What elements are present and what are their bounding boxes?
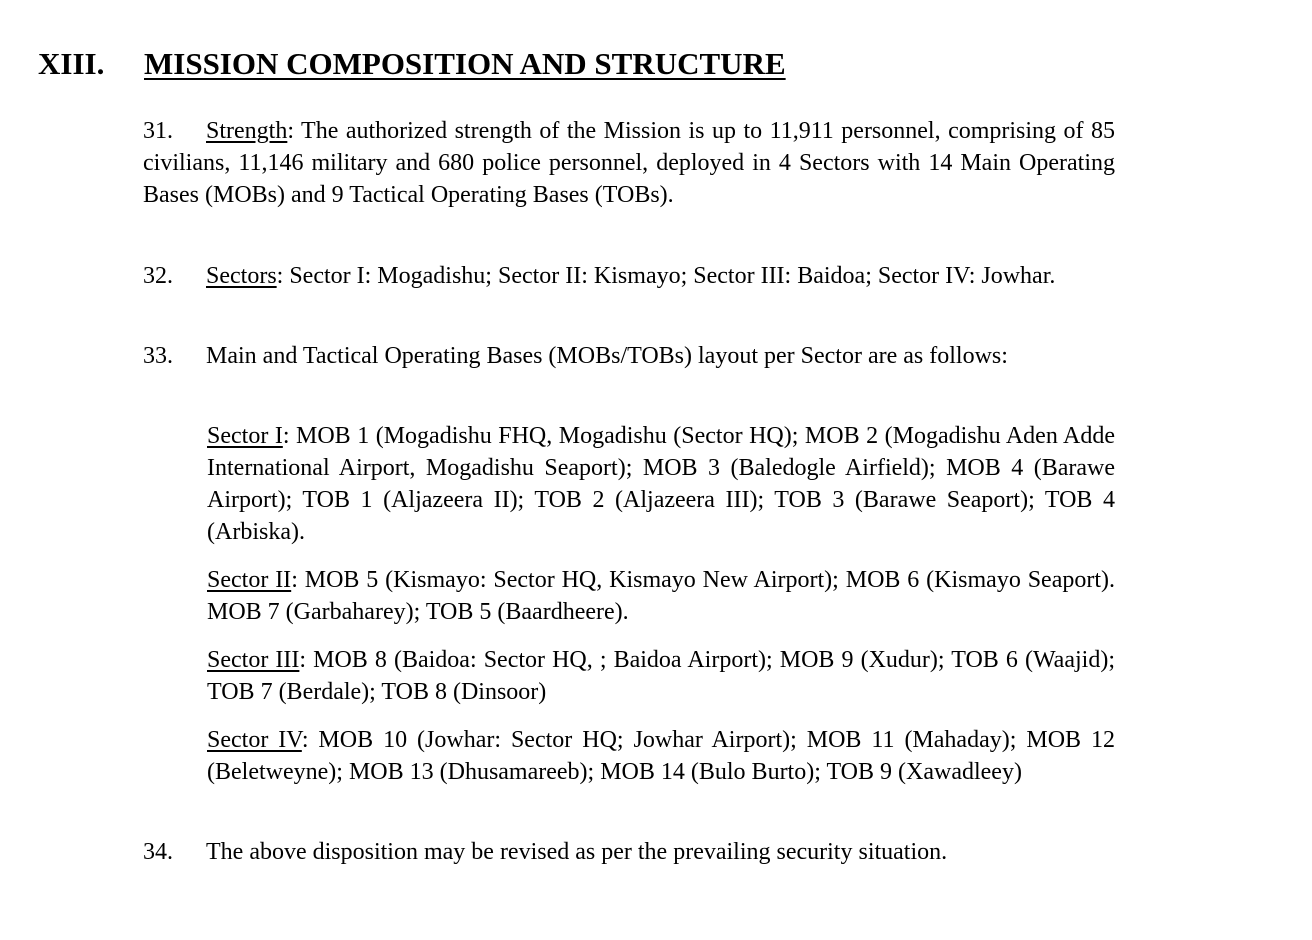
sector-label: Sector IV (207, 727, 302, 753)
paragraph-number: 34. (143, 839, 173, 865)
sector-item-1 (207, 420, 1115, 548)
sector-label: Sector II (207, 567, 292, 593)
sector-text: : MOB 1 (Mogadishu FHQ, Mogadishu (Sector HQ); MOB 2 (Mogadishu Aden Adde International Airport, Mogadishu Seaport); MOB 3 (Baledogle Airfield); MOB 4 (Barawe Airport); TOB 1 (Aljazeera II); TOB 2 (Aljazeera III); TOB 3 (Barawe Seaport); TOB 4 (Arbiska). (207, 423, 1115, 545)
sector-text: : MOB 8 (Baidoa: Sector HQ, ; Baidoa Airport); MOB 9 (Xudur); TOB 6 (Waajid); TOB 7 (Berdale); TOB 8 (Dinsoor) (207, 647, 1115, 705)
sector-label: Sector III (207, 647, 300, 673)
sector-item-3 (207, 644, 1115, 708)
paragraph-text: Main and Tactical Operating Bases (MOBs/TOBs) layout per Sector are as follows: (206, 343, 1008, 369)
paragraph-label-strength: Strength (206, 118, 288, 144)
paragraph-label-sectors: Sectors (206, 263, 277, 289)
sector-item-2 (207, 564, 1115, 628)
paragraph-number: 31. (143, 118, 173, 144)
paragraph-32 (143, 260, 1115, 292)
paragraph-text: : Sector I: Mogadishu; Sector II: Kismayo; Sector III: Baidoa; Sector IV: Jowhar. (276, 263, 1056, 289)
paragraph-34 (143, 836, 1115, 868)
paragraph-text: The above disposition may be revised as per the prevailing security situation. (206, 839, 948, 865)
sector-label: Sector I (207, 423, 283, 449)
paragraph-number: 32. (143, 263, 173, 289)
paragraph-number: 33. (143, 343, 173, 369)
paragraph-text: : The authorized strength of the Mission is up to 11,911 personnel, comprising of 85 civilians, 11,146 military and 680 police personnel, deployed in 4 Sectors with 14 Main Operating Bases (MOBs) and 9 Tactical Operating Bases (TOBs). (143, 118, 1115, 208)
sector-text: : MOB 5 (Kismayo: Sector HQ, Kismayo New Airport); MOB 6 (Kismayo Seaport). MOB 7 (Garbaharey); TOB 5 (Baardheere). (207, 567, 1116, 625)
section-number: XIII. (38, 46, 105, 81)
section-title: MISSION COMPOSITION AND STRUCTURE (144, 46, 786, 81)
sector-text: : MOB 10 (Jowhar: Sector HQ; Jowhar Airport); MOB 11 (Mahaday); MOB 12 (Beletweyne); MOB 13 (Dhusamareeb); MOB 14 (Bulo Burto); TOB 9 (Xawadleey) (207, 727, 1115, 785)
section-heading (38, 42, 786, 86)
paragraph-33 (143, 340, 1115, 372)
paragraph-31 (143, 115, 1115, 211)
sector-item-4 (207, 724, 1115, 788)
